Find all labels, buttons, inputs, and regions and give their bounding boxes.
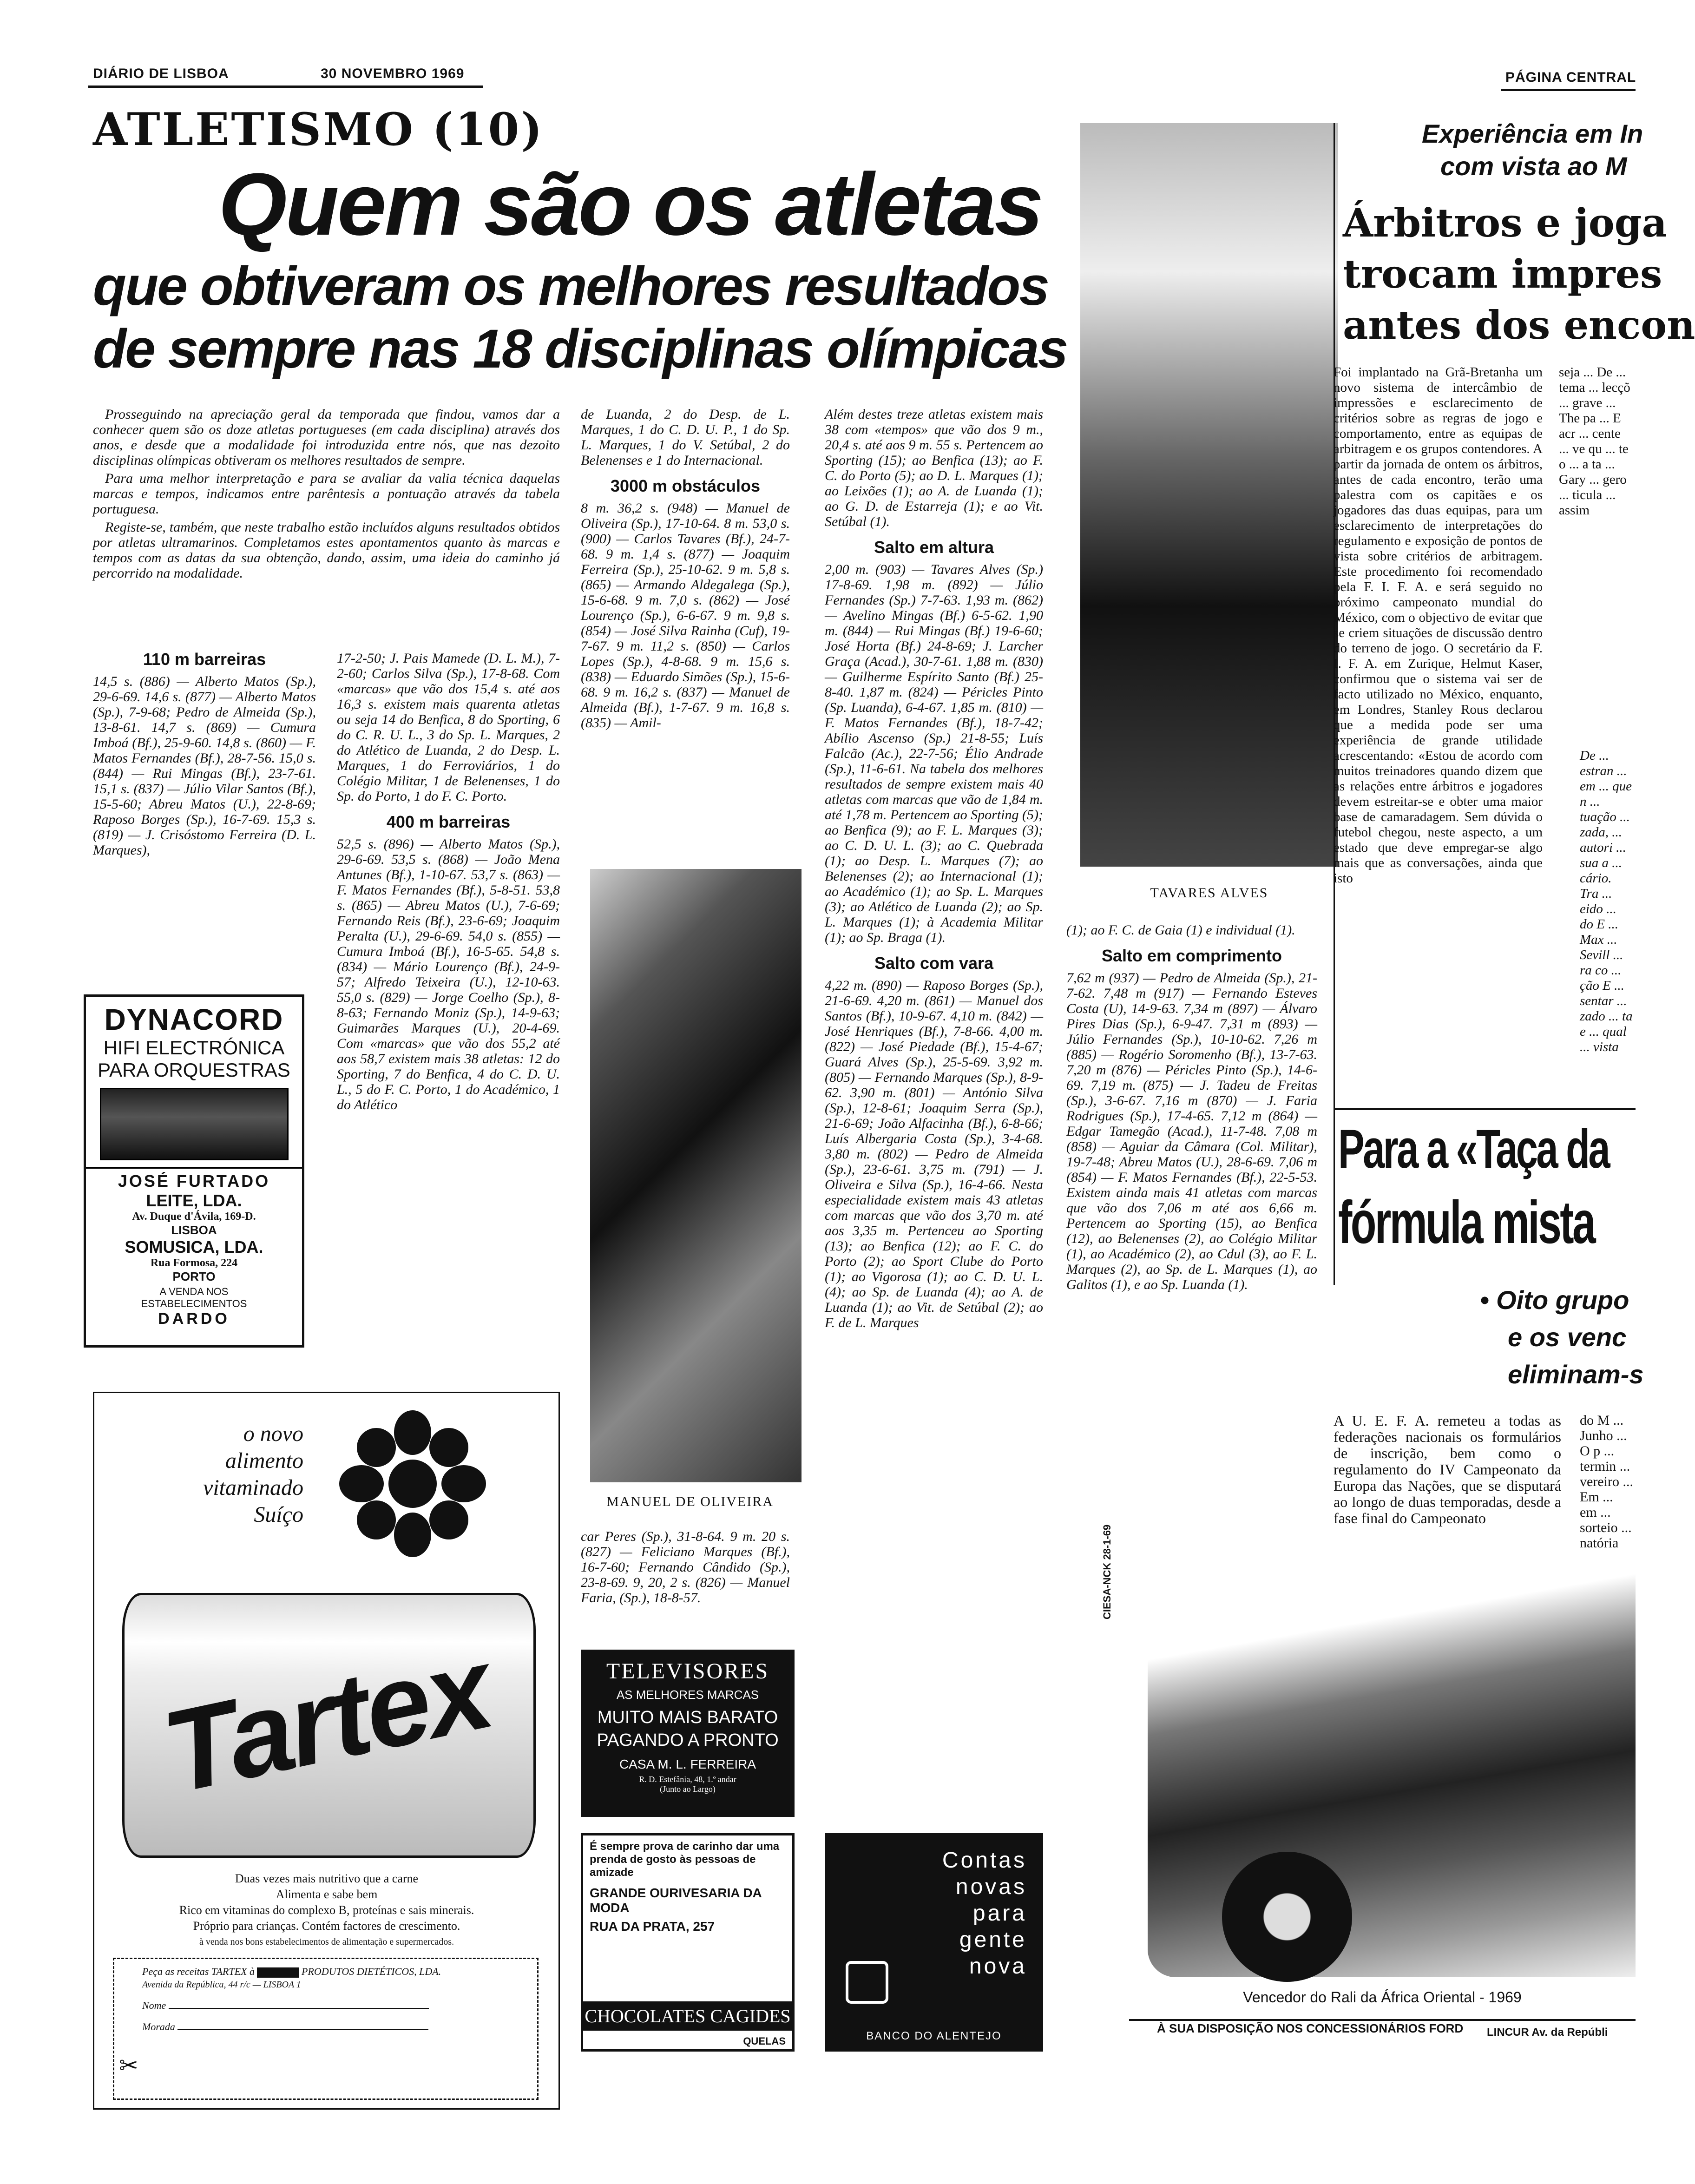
results-text: (1); ao F. C. de Gaia (1) e individual (1). xyxy=(1066,922,1295,938)
dynacord-ad xyxy=(84,994,304,1348)
tv-line: CASA M. L. FERREIRA xyxy=(619,1757,756,1771)
section-rule xyxy=(1334,1108,1636,1110)
masthead-paper: DIÁRIO DE LISBOA xyxy=(93,66,229,81)
scissors-icon: ✂ xyxy=(119,2052,138,2079)
dealer-city: LISBOA xyxy=(171,1223,217,1237)
dealer-name: JOSÉ FURTADO xyxy=(86,1167,302,1191)
bank-line: gente xyxy=(959,1927,1027,1952)
ford-footer-dealer: LINCUR Av. da Repúbli xyxy=(1487,2026,1608,2039)
tartex-text: Próprio para crianças. Contém factores de crescimento. xyxy=(193,1919,460,1933)
results-text: 4,22 m. (890) — Raposo Borges (Sp.), 21-6-69. 4,20 m. (861) — Manuel dos Santos (Bf.), 10-9-67. 4,10 m. (842) — José Henriques (Bf.), 7-8-66. 4,00 m. (822) — José Piedade (Bf.), 15-4-67; Guará Alves (Sp.), 25-5-69. 3,92 m. (805) — Fernando Marques (Sp.), 8-9-62. 3,90 m. (801) — António Silva (Sp.), 12-8-61; Joaquim Serra (Sp.), 21-6-69; João Alfacinha (Bf.), 6-8-66; Luís Albergaria Costa (Sp.), 3-4-68. 3,80 m. (802) — Pedro de Almeida (Sp.), 23-6-61. 3,75 m. (791) — J. Oliveira e Silva (Sp.), 16-4-66. Nesta especialidade existem mais 43 atletas com marcas que vão dos 3,70 m. até aos 3,35 m. Pertenceu ao Sporting (13); ao Benfica (12); ao F. C. do Porto (2); ao Sport Clube do Porto (1); ao Vigorosa (1); ao C. D. U. L. (4); ao Sp. de Luanda (4); ao A. de Luanda (1); ao Vit. de Setúbal (2); ao F. de L. Marques xyxy=(825,978,1043,1330)
sale-line: DARDO xyxy=(158,1310,230,1328)
bank-line: Contas xyxy=(942,1848,1027,1873)
taca-headline: Para a «Taça da xyxy=(1338,1118,1609,1180)
article-intro xyxy=(93,407,560,584)
coupon-address: Avenida da República, 44 r/c — LISBOA 1 xyxy=(142,1980,301,1990)
column-4 xyxy=(825,407,1043,1330)
intro-paragraph: Registe-se, também, que neste trabalho estão incluídos alguns resultados obtidos por atletas ultramarinos. Completamos estes apontamentos quanto às marcas e tempos com as datas da sua obtenção, dando, assim, uma ideia do caminho já percorrido na modalidade. xyxy=(93,520,560,581)
tartex-text: Rico em vitaminas do complexo B, proteínas e sais minerais. xyxy=(179,1903,474,1917)
manuel-de-oliveira-photo xyxy=(590,869,802,1482)
coupon-address-field[interactable]: Morada xyxy=(114,2012,537,2033)
column-3 xyxy=(581,407,790,730)
televisores-ad xyxy=(581,1650,795,1817)
dynacord-brand: DYNACORD xyxy=(104,1003,284,1036)
dealer-city: PORTO xyxy=(172,1270,216,1283)
taca-body: A U. E. F. A. remeteu a todas as federações nacionais os formulários de inscrição, bem como o regulamento do IV Campeonato da Europa das Nações, que se disputará ao longo de duas temporadas, desde a fase final do Campeonato xyxy=(1334,1412,1561,1526)
section-heading: 3000 m obstáculos xyxy=(610,476,761,495)
article-headline: Quem são os atletas xyxy=(218,155,1042,254)
flower-logo-icon xyxy=(336,1407,489,1560)
masthead-page: PÁGINA CENTRAL xyxy=(1505,70,1636,85)
results-text: de Luanda, 2 do Desp. de L. Marques, 1 do C. D. U. P., 1 do Sp. L. Marques, 1 do V. Setúbal, 2 do Belenenses e 1 do Internacional. xyxy=(581,407,790,468)
dealer-address: Av. Duque d'Ávila, 169-D. xyxy=(132,1210,256,1223)
ourivesaria-ad xyxy=(581,1833,795,2052)
results-text: 14,5 s. (886) — Alberto Matos (Sp.), 29-6-69. 14,6 s. (877) — Alberto Matos (Sp.), 7-9-68; Pedro de Almeida (Sp.), 13-8-61. 14,7 s. (869) — Cumura Imboá (Bf.), 25-9-60. 14,8 s. (860) — F. Matos Fernandes (Bf.), 28-7-56. 15,0 s. (844) — Rui Mingas (Bf.), 23-7-61. 15,1 s. (837) — Júlio Vilar Santos (Bf.), 15-5-60; Abreu Matos (U.), 22-8-69; Raposo Borges (Sp.), 16-7-69. 15,3 s. (819) — J. Crisóstomo Ferreira (D. L. Marques), xyxy=(93,674,316,858)
ad-agency-code: CIESA-NCK 28-1-69 xyxy=(1101,1524,1113,1619)
intro-paragraph: Para uma melhor interpretação e para se avaliar da valia técnica daquelas marcas e tempos, indicamos entre parêntesis a pontuação através da tabela portuguesa. xyxy=(93,471,560,517)
sidebar-kicker: Experiência em In xyxy=(1422,119,1643,148)
tartex-line: alimento xyxy=(225,1448,303,1473)
sidebar-kicker: com vista ao M xyxy=(1440,151,1627,181)
jewel-line: GRANDE OURIVESARIA DA MODA xyxy=(590,1886,762,1915)
article-subhead-1: que obtiveram os melhores resultados xyxy=(93,256,1048,317)
tartex-coupon xyxy=(113,1958,539,2100)
section-heading: 110 m barreiras xyxy=(143,650,266,669)
jewel-line: É sempre prova de carinho dar uma prenda de gosto às pessoas de amizade xyxy=(590,1840,780,1879)
ford-footer: À SUA DISPOSIÇÃO NOS CONCESSIONÁRIOS FORD xyxy=(1157,2021,1464,2035)
ford-car-image xyxy=(1148,1559,1636,1977)
results-text: 17-2-50; J. Pais Mamede (D. L. M.), 7-2-60; Carlos Silva (Sp.), 17-8-68. Com «marcas» que vão dos 15,4 s. até aos 16,3 s. existem mais quarenta atletas ou seja 14 do Benfica, 8 do Sporting, 6 do C. R. U. L., 3 do Sp. L. Marques, 2 do Atlético de Luanda, 2 do Desp. L. Marques, 1 do Ferroviários, 1 do Colégio Militar, 1 de Belenenses, 1 do Sp. do Porto, 1 do F. C. Porto. xyxy=(337,651,560,804)
photo-caption: MANUEL DE OLIVEIRA xyxy=(606,1494,774,1509)
sidebar-narrow-column: De ... estran ... em ... que n ... tuação ... zada, ... autori ... sua a ... cário. Tra ... eido ... do E ... Max ... Sevill ... ra co ... ção E ... sentar ... zado ... ta e ... qual ... vista xyxy=(1580,748,1633,1054)
results-text: 2,00 m. (903) — Tavares Alves (Sp.) 17-8-69. 1,98 m. (892) — Júlio Fernandes (Sp.) 7-7-63. 1,93 m. (862) — Avelino Mingas (Bf.) 6-5-62. 1,90 m. (844) — Rui Mingas (Bf.) 19-6-60; José Horta (Bf.) 24-8-69; J. Larcher Graça (Acad.), 30-7-61. 1,88 m. (830) — Guilherme Espírito Santo (Bf.) 25-8-40. 1,87 m. (824) — Péricles Pinto (Sp. Luanda), 6-4-67. 1,85 m. (810) — F. Matos Fernandes (Bf.), 18-7-42; Abílio Ascenso (Sp.) 21-8-55; Luís Falcão (Ac.), 22-7-56; Élio Andrade (Sp.), 11-6-61. Na tabela dos melhores resultados de sempre existem mais 40 atletas com marcas que vão de 1,84 m. até 1,78 m. Pertencem ao Sporting (5); ao Benfica (9); ao F. L. Marques (3); ao C. D. U. L. (3); ao C. Quebrada (1); ao Desp. L. Marques (7); ao Belenenses (2); ao Internacional (1); ao Académico (1); ao Sp. L. Marques (3); ao Atlético de Luanda (2); ao Sp. L. Marques (1); à Academia Militar (1); ao Sp. Braga (1). xyxy=(825,562,1043,945)
masthead-date: 30 NOVEMBRO 1969 xyxy=(321,66,465,81)
amplifier-image xyxy=(100,1088,289,1160)
sidebar-headline: antes dos encon xyxy=(1343,302,1695,348)
section-heading: 400 m barreiras xyxy=(386,812,511,831)
article-kicker: ATLETISMO (10) xyxy=(93,103,544,156)
section-heading: Salto em comprimento xyxy=(1101,946,1282,965)
dynacord-line: HIFI ELECTRÓNICA xyxy=(103,1037,285,1059)
taca-sub: eliminam-s xyxy=(1508,1360,1644,1389)
coupon-name-field[interactable]: Nome xyxy=(114,1990,537,2012)
tv-line: AS MELHORES MARCAS xyxy=(616,1688,759,1702)
ford-rule xyxy=(1129,2019,1636,2021)
jewel-line: QUELAS xyxy=(743,2035,786,2047)
tartex-text: Duas vezes mais nutritivo que a carne xyxy=(235,1872,419,1885)
dealer-name: SOMUSICA, LDA. xyxy=(125,1237,263,1256)
taca-sub: e os venc xyxy=(1508,1322,1627,1352)
column-1 xyxy=(93,641,316,858)
column-5 xyxy=(1066,922,1317,1292)
tv-line: TELEVISORES xyxy=(606,1659,769,1684)
tartex-line: vitaminado xyxy=(203,1475,303,1500)
bank-line: nova xyxy=(969,1954,1027,1979)
tartex-ad xyxy=(93,1392,560,2110)
sidebar-headline: trocam impres xyxy=(1343,251,1662,297)
dealer-address: Rua Formosa, 224 xyxy=(150,1257,238,1269)
tv-line: (Junto ao Largo) xyxy=(660,1784,716,1794)
taca-sub: • Oito grupo xyxy=(1480,1285,1629,1315)
taca-narrow-column: do M ... Junho ... O p ... termin ... vereiro ... Em ... em ... sorteio ... natória xyxy=(1580,1413,1633,1551)
sale-line: A VENDA NOS xyxy=(159,1286,229,1297)
tartex-line: o novo xyxy=(243,1421,303,1446)
sidebar-headline: Árbitros e joga xyxy=(1343,200,1667,246)
bank-line: para xyxy=(972,1901,1027,1926)
section-heading: Salto com vara xyxy=(874,954,994,973)
chocolates-banner: CHOCOLATES CAGIDES xyxy=(583,2001,792,2031)
intro-paragraph: Prosseguindo na apreciação geral da temporada que findou, vamos dar a conhecer quem são os doze atletas portugueses (em cada disciplina) através dos anos, e desde que a modalidade foi introduzida entre nós, que nas dezoito disciplinas olímpicas obtiveram os melhores resultados de sempre. xyxy=(93,407,560,468)
results-text: Além destes treze atletas existem mais 38 com «tempos» que vão dos 9 m., 20,4 s. até aos 9 m. 55 s. Pertencem ao Sporting (15); ao Benfica (13); ao F. C. do Porto (5); ao D. L. Marques (1); ao Leixões (1); ao A. de Luanda (1); ao G. D. de Estarreja (1); e ao Vit. Setúbal (1). xyxy=(825,407,1043,529)
sidebar-body: Foi implantado na Grã-Bretanha um novo sistema de intercâmbio de impressões e esclarecimento de critérios sobre as regras de jogo e comportamento, entre as equipas de arbitragem e os grupos contendores. A partir da jornada de ontem os árbitros, antes de cada encontro, terão uma palestra com os capitães e os jogadores das duas equipas, para um esclarecimento de interpretações do regulamento e exposição de pontos de vista sobre critérios de arbitragem. Este procedimento foi recomendado pela F. I. F. A. e será seguido no próximo campeonato mundial do México, com o objectivo de evitar que se criem situações de discussão dentro do terreno de jogo. O secretário da F. I. F. A. em Zurique, Helmut Kaser, confirmou que o sistema vai ser de facto utilizado no México, enquanto, em Londres, Stanley Rous declarou que a medida pode ser uma experiência de grande utilidade acrescentando: «Estou de acordo com muitos treinadores quando dizem que as relações entre árbitros e jogadores devem estreitar-se e obter uma maior base de camaradagem. Sem dúvida o futebol chegou, neste aspecto, a um estado que deve empregar-se algo mais que as conversações, ainda que isto xyxy=(1334,365,1543,886)
tv-line: MUITO MAIS BARATO xyxy=(597,1708,778,1727)
section-heading: Salto em altura xyxy=(874,538,994,557)
tartex-text: à venda nos bons estabelecimentos de alimentação e supermercados. xyxy=(199,1937,454,1947)
banco-alentejo-ad xyxy=(825,1833,1043,2052)
sale-line: ESTABELECIMENTOS xyxy=(141,1298,247,1309)
dynacord-line: PARA ORQUESTRAS xyxy=(98,1059,290,1081)
tartex-brand: Tartex xyxy=(153,1622,500,1818)
coupon-text: Peça as receitas TARTEX à PRODUTOS DIETÉTICOS, LDA. xyxy=(142,1966,441,1977)
ford-tagline: Vencedor do Rali da África Oriental - 1969 xyxy=(1243,1989,1522,2006)
results-text: 8 m. 36,2 s. (948) — Manuel de Oliveira (Sp.), 17-10-64. 8 m. 53,0 s. (900) — Carlos Tavares (Bf.), 24-7-68. 9 m. 1,4 s. (877) — Joaquim Ferreira (Sp.), 25-10-62. 9 m. 5,8 s. (865) — Armando Aldegalega (Sp.), 15-6-68. 9 m. 7,0 s. (862) — José Lourenço (Sp.), 6-6-67. 9 m. 9,8 s. (854) — José Silva Rainha (Cuf), 19-7-67. 9 m. 11,2 s. (850) — Carlos Lopes (Sp.), 4-8-68. 9 m. 15,6 s. (838) — Eduardo Simões (Sp.), 15-6-68. 9 m. 16,2 s. (837) — Manuel de Almeida (Bf.), 1-7-67. 9 m. 16,8 s. (835) — Amil- xyxy=(581,500,790,730)
results-text: 7,62 m (937) — Pedro de Almeida (Sp.), 21-7-62. 7,48 m (917) — Fernando Esteves Costa (U), 14-9-63. 7,34 m (897) — Álvaro Pires Dias (Sp.), 6-9-47. 7,31 m (893) — Júlio Fernandes (Sp.), 10-10-62. 7,26 m (885) — Rogério Soromenho (Bf.), 13-7-63. 7,20 m (876) — Péricles Pinto (Sp.), 14-6-69. 7,19 m. (875) — J. Tadeu de Freitas (Sp.), 3-6-67. 7,16 m (870) — J. Faria Rodrigues (Sp.), 17-4-65. 7,12 m (864) — Edgar Tamegão (Acad.), 11-7-48. 7,08 m (858) — Aguiar da Câmara (Col. Militar), 19-7-48; Abreu Matos (U.), 28-6-69. 7,06 m (854) — F. Matos Fernandes (Bf.), 22-5-53. Existem ainda mais 41 atletas com marcas que vão dos 7,06 m até aos 6,66 m. Pertencem ao Sporting (15), ao Benfica (12), ao Belenenses (2), ao Colégio Militar (1), ao Académico (2), ao Cdul (3), ao F. L. Marques (2), ao Sp. de L. Marques (1), ao Galitos (1), e ao Sp. Luanda (1). xyxy=(1066,970,1317,1292)
bank-line: novas xyxy=(955,1875,1027,1899)
dealer-name: LEITE, LDA. xyxy=(146,1191,242,1210)
front-wheel xyxy=(1222,1852,1352,1982)
jewel-line: RUA DA PRATA, 257 xyxy=(590,1919,715,1934)
tv-line: R. D. Estefânia, 48, 1.º andar xyxy=(639,1775,736,1784)
bank-name: BANCO DO ALENTEJO xyxy=(866,2030,1002,2042)
tv-line: PAGANDO A PRONTO xyxy=(597,1730,779,1750)
results-text: 52,5 s. (896) — Alberto Matos (Sp.), 29-6-69. 53,5 s. (868) — João Mena Antunes (Bf.), 1-10-67. 53,7 s. (863) — F. Matos Fernandes (Bf.), 5-8-51. 53,8 s. (865) — Abreu Matos (U.), 7-6-69; Fernando Reis (Bf.), 23-6-69; Joaquim Peralta (U.), 29-6-69. 54,0 s. (855) — Cumura Imboá (Bf.), 16-5-65. 54,8 s. (834) — Mário Lourenço (Bf.), 24-9-57; Alfredo Teixeira (U.), 12-10-63. 55,0 s. (829) — Jorge Coelho (Sp.), 8-8-63; Fernando Moniz (Sp.), 14-9-63; Guimarães Marques (U.), 20-4-69. Com «marcas» que vão dos 55,2 até aos 58,7 existem mais 38 atletas: 12 do Sporting, 7 do Benfica, 4 do C. D. U. L., 5 do F. C. Porto, 1 do Académico, 1 do Atlético xyxy=(337,836,560,1112)
ford-ad xyxy=(1101,1524,1636,2021)
taca-headline: fórmula mista xyxy=(1338,1188,1595,1256)
column-2 xyxy=(337,651,560,1112)
tavares-alves-photo xyxy=(1080,123,1338,867)
tartex-text: Alimenta e sabe bem xyxy=(276,1888,378,1901)
bank-logo-icon xyxy=(846,1961,888,2004)
tartex-line: Suíço xyxy=(254,1502,303,1527)
photo-caption: TAVARES ALVES xyxy=(1150,885,1268,901)
masthead-rule xyxy=(88,86,483,88)
sidebar-narrow-column: seja ... De ... tema ... lecçõ ... grave ... The pa ... E acr ... cente ... ve qu ... te o ... a ta ... Gary ... gero ... ticula ... assim xyxy=(1559,365,1630,518)
masthead-rule-right xyxy=(1501,89,1636,91)
article-subhead-2: de sempre nas 18 disciplinas olímpicas xyxy=(93,318,1067,380)
column-3-cont: car Peres (Sp.), 31-8-64. 9 m. 20 s. (827) — Feliciano Marques (Bf.), 16-7-60; Fernando Cândido (Sp.), 23-8-69. 9, 20, 2 s. (826) — Manuel Faria, (Sp.), 18-8-57. xyxy=(581,1529,790,1605)
